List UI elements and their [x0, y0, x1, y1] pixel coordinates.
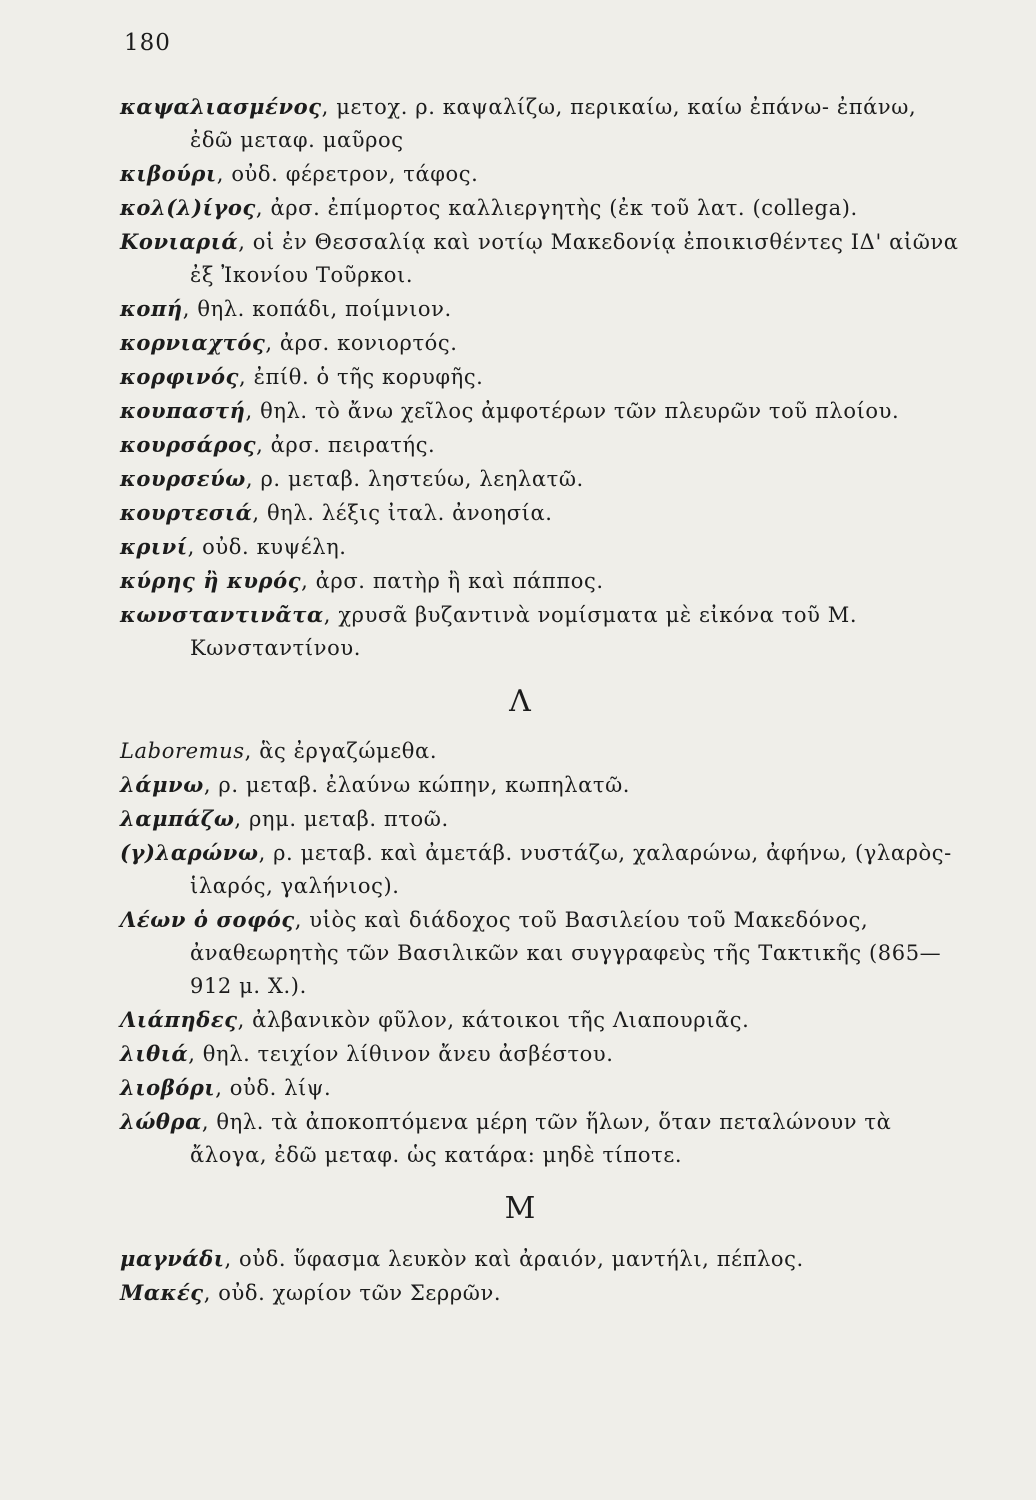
definition: , ἀρσ. κονιορτός. [265, 331, 458, 355]
headword: κοπή [120, 296, 183, 321]
headword: κρινί [120, 534, 188, 559]
entry-kivouri [120, 157, 960, 191]
headword: κορφινός [120, 364, 240, 389]
definition: , θηλ. τειχίον λίθινον ἄνευ ἀσβέστου. [188, 1042, 614, 1066]
definition: , ρ. μεταβ. καὶ ἀμετάβ. νυστάζω, χαλαρώνω, ἀφήνω, (γλαρὸς-ἱλαρός, γαλήνιος). [190, 841, 952, 898]
definition: , θηλ. κοπάδι, ποίμνιον. [182, 297, 452, 321]
dictionary-body [120, 90, 960, 1310]
entry-kourseuo [120, 462, 960, 496]
headword: (γ)λαρώνω [120, 840, 259, 865]
definition: , θηλ. τὸ ἄνω χεῖλος ἀμφοτέρων τῶν πλευρῶν τοῦ πλοίου. [245, 399, 900, 423]
headword: Λέων ὁ σοφός [120, 907, 295, 932]
definition: , ρημ. μεταβ. πτοῶ. [234, 807, 449, 831]
entry-glarono [120, 836, 960, 903]
entry-makes [120, 1276, 960, 1310]
headword: λιοβόρι [120, 1075, 216, 1100]
definition: , ἀλβανικὸν φῦλον, κάτοικοι τῆς Λιαπουριᾶς. [237, 1008, 750, 1032]
definition: , μετοχ. ρ. καψαλίζω, περικαίω, καίω ἐπάνω- ἐπάνω, ἐδῶ μεταφ. μαῦρος [190, 95, 917, 152]
entry-kyris [120, 564, 960, 598]
entry-liapides [120, 1003, 960, 1037]
entry-lothra [120, 1105, 960, 1172]
definition: , θηλ. τὰ ἀποκοπτόμενα μέρη τῶν ἥλων, ὅταν πεταλώνουν τὰ ἄλογα, ἐδῶ μεταφ. ὡς κατάρα: μηδὲ τίποτε. [190, 1110, 892, 1167]
definition: , ἐπίθ. ὁ τῆς κορυφῆς. [239, 365, 484, 389]
headword: λαμπάζω [120, 806, 235, 831]
entry-kourtesia [120, 496, 960, 530]
headword: λιθιά [120, 1041, 189, 1066]
headword: κορνιαχτός [120, 330, 266, 355]
headword: κουρσεύω [120, 466, 246, 491]
definition: , οὐδ. χωρίον τῶν Σερρῶν. [203, 1281, 502, 1305]
entry-liovori [120, 1071, 960, 1105]
definition: , οὐδ. λίψ. [215, 1076, 332, 1100]
headword: καψαλιασμένος [120, 94, 322, 119]
entry-kopi [120, 292, 960, 326]
entry-korniachtos [120, 326, 960, 360]
definition: , ρ. μεταβ. ληστεύω, λεηλατῶ. [245, 467, 584, 491]
headword: Κονιαριά [120, 229, 239, 254]
headword: Λιάπηδες [120, 1007, 238, 1032]
definition: , ἃς ἐργαζώμεθα. [244, 739, 438, 763]
page-number: 180 [124, 30, 171, 56]
definition: , οὐδ. φέρετρον, τάφος. [216, 162, 479, 186]
entry-lampazo [120, 802, 960, 836]
headword: κολ(λ)ίγος [120, 195, 256, 220]
entry-kolligos [120, 191, 960, 225]
headword: κωνσταντινᾶτα [120, 602, 324, 627]
headword: λάμνω [120, 772, 204, 797]
entry-lamno [120, 768, 960, 802]
entry-kapsaliasmenos [120, 90, 960, 157]
headword: κουρσάρος [120, 432, 257, 457]
entry-laboremus [120, 735, 960, 768]
headword: κουπαστή [120, 398, 246, 423]
entry-krini [120, 530, 960, 564]
definition: , οὐδ. ὕφασμα λευκὸν καὶ ἀραιόν, μαντήλι, πέπλος. [224, 1247, 804, 1271]
entry-koniaria [120, 225, 960, 292]
entry-korfinos [120, 360, 960, 394]
entry-koupasti [120, 394, 960, 428]
entry-magnadi [120, 1242, 960, 1276]
headword: μαγνάδι [120, 1246, 225, 1271]
section-heading-lambda: Λ [509, 684, 531, 719]
section-heading-mu: Μ [504, 1191, 536, 1226]
headword: λώθρα [120, 1109, 202, 1134]
headword: κιβούρι [120, 161, 217, 186]
headword: Laboremus [120, 739, 245, 763]
definition: , οὐδ. κυψέλη. [187, 535, 347, 559]
entry-koursaros [120, 428, 960, 462]
entry-leon-o-sofos [120, 903, 960, 1003]
entry-lithia [120, 1037, 960, 1071]
headword: κύρης ἢ κυρός [120, 568, 302, 593]
definition: , ἀρσ. ἐπίμορτος καλλιεργητὴς (ἐκ τοῦ λατ. (collega). [255, 196, 858, 220]
headword: Μακές [120, 1280, 204, 1305]
entry-konstantinata [120, 598, 960, 665]
definition: , ἀρσ. πατὴρ ἢ καὶ πάππος. [301, 569, 604, 593]
definition: , ρ. μεταβ. ἐλαύνω κώπην, κωπηλατῶ. [203, 773, 631, 797]
headword: κουρτεσιά [120, 500, 253, 525]
definition: , ἀρσ. πειρατής. [256, 433, 436, 457]
definition: , θηλ. λέξις ἰταλ. ἀνοησία. [252, 501, 553, 525]
definition: , χρυσᾶ βυζαντινὰ νομίσματα μὲ εἰκόνα τοῦ Μ. Κωνσταντίνου. [190, 603, 858, 660]
definition: , οἱ ἐν Θεσσαλίᾳ καὶ νοτίῳ Μακεδονίᾳ ἐποικισθέντες ΙΔ' αἰῶνα ἐξ Ἰκονίου Τοῦρκοι. [190, 230, 959, 287]
definition: , υἱὸς καὶ διάδοχος τοῦ Βασιλείου τοῦ Μακεδόνος, ἀναθεωρητὴς τῶν Βασιλικῶν και συγγραφεὺς τῆς Τακτικῆς (865—912 μ. Χ.). [190, 908, 942, 998]
